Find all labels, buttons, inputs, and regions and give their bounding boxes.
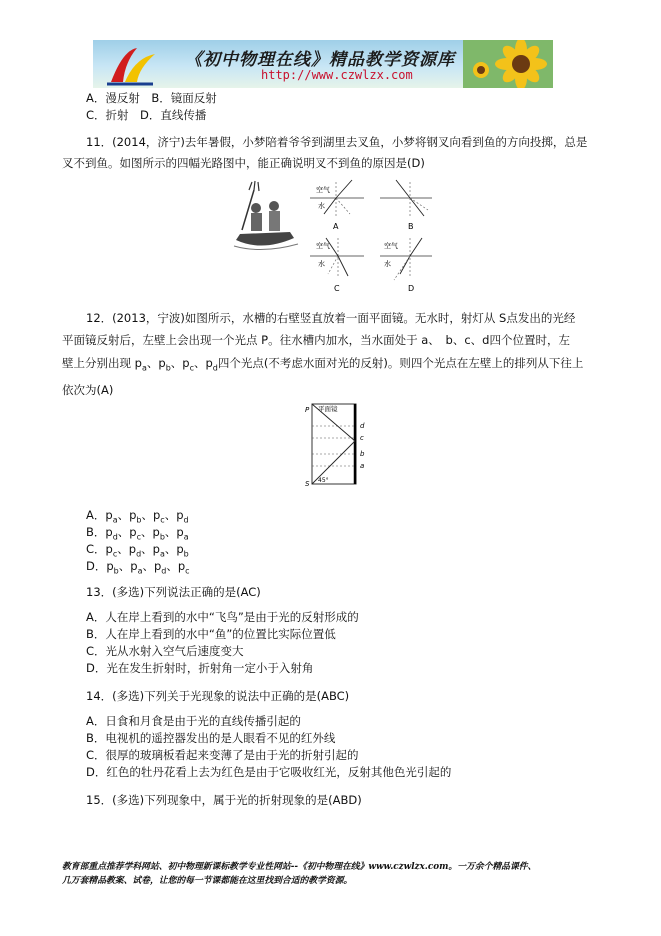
q14-option-b: B．电视机的遥控器发出的是人眼看不见的红外线 [86, 731, 336, 745]
panel-d-label: D [408, 284, 415, 293]
banner-title: 《初中物理在线》精品教学资源库 [185, 50, 455, 70]
page-footer [62, 860, 622, 888]
panel-c-air-label: 空气 [316, 242, 330, 250]
q12-option-c-letter: C． [86, 542, 106, 556]
diagram-panel-a [310, 180, 364, 231]
q12-line3-prefix: 壁上分别出现 p [62, 356, 142, 370]
q13-stem: 13．(多选)下列说法正确的是(AC) [86, 585, 261, 599]
q12-option-a-sub-4: d [183, 515, 189, 525]
q12-stem-line-4: 依次为(A) [62, 383, 114, 397]
q12-option-b: B．$p_d$、$p_c$、$p_b$、$p_a$ [86, 525, 189, 542]
q12-option-b-letter: B． [86, 525, 106, 539]
q11-stem-line-2: 叉不到鱼。如图所示的四幅光路图中，能正确说明叉不到鱼的原因是(D) [62, 156, 425, 170]
q11-stem-line-1: 11．(2014，济宁)去年暑假，小梦陪着爷爷到湖里去叉鱼，小梦将钢叉向看到鱼的方向投掷，总是 [86, 135, 588, 149]
header-banner [93, 40, 553, 88]
q12-option-d-letter: D． [86, 559, 107, 573]
diagram-panel-b [380, 180, 432, 231]
angle-label: 45° [318, 477, 329, 484]
panel-d-air-label: 空气 [384, 242, 398, 250]
q12-option-d-sub-4: c [185, 566, 190, 576]
sunflower-image [463, 40, 553, 88]
panel-c-label: C [334, 284, 340, 293]
q12-option-d-sub-3: d [161, 566, 167, 576]
q12-option-c-sub-2: d [136, 549, 142, 559]
q13-option-c: C．光从水射入空气后速度变大 [86, 644, 244, 658]
diagram-panel-d [380, 238, 432, 293]
q12-option-b-sub-2: c [136, 532, 141, 542]
panel-c-water-label: 水 [318, 260, 325, 268]
q12-stem-line-2: 平面镜反射后，左壁上会出现一个光点 P。往水槽内加水，当水面处于 a、 b、c、d四个位置时，左 [62, 333, 570, 347]
q12-option-a-letter: A． [86, 508, 106, 522]
q12-line3-sub-d: d [212, 363, 218, 373]
q12-line3-sub-b: b [165, 363, 171, 373]
q12-option-c: C．$p_c$、$p_d$、$p_a$、$p_b$ [86, 542, 189, 559]
footer-line-1: 教育部重点推荐学科网站、初中物理新课标教学专业性网站--《初中物理在线》www.czwlzx.com。一万余个精品课件、 [62, 862, 537, 872]
diagram-panel-c [310, 238, 364, 293]
site-logo [103, 44, 159, 86]
panel-a-water-label: 水 [318, 202, 325, 210]
panel-a-label: A [333, 222, 339, 231]
q13-option-a: A．人在岸上看到的水中“飞鸟”是由于光的反射形成的 [86, 610, 359, 624]
q14-option-a: A．日食和月食是由于光的直线传播引起的 [86, 714, 301, 728]
point-p-label: P [305, 406, 310, 414]
q12-option-b-sub-1: d [112, 532, 118, 542]
q10-option-line-1: A．漫反射 B．镜面反射 [86, 91, 217, 105]
q12-stem-line-1: 12．(2013，宁波)如图所示，水槽的右壁竖直放着一面平面镜。无水时，射灯从 S点发出的光经 [86, 311, 576, 325]
q12-line3-sub-c: c [189, 363, 194, 373]
q11-figure [232, 176, 432, 298]
point-s-label: S [305, 480, 310, 488]
q10-option-line-2: C．折射 D．直线传播 [86, 108, 207, 122]
mirror-label: 平面镜 [318, 405, 338, 413]
q12-option-c-sub-4: b [183, 549, 189, 559]
level-b-label: b [360, 450, 365, 458]
q12-option-c-sub-1: c [112, 549, 118, 559]
fisherman-boat-illustration [234, 181, 298, 250]
q12-option-b-sub-3: b [159, 532, 165, 542]
q12-option-a-sub-1: a [112, 515, 118, 525]
level-c-label: c [360, 434, 364, 442]
q12-line3-sub-a: a [141, 363, 147, 373]
q12-option-a-sub-2: b [136, 515, 142, 525]
level-d-label: d [360, 422, 365, 430]
q12-stem-line-3: 壁上分别出现 $p_a$、$p_b$、$p_c$、$p_d$四个光点(不考虑水面对光的反射)。则四个光点在左壁上的排列从下往上 [62, 356, 584, 373]
q12-option-b-sub-4: a [183, 532, 189, 542]
footer-line-2: 几万套精品教案、试卷，让您的每一节课都能在这里找到合适的教学资源。 [62, 876, 353, 886]
q12-line3-suffix: 四个光点(不考虑水面对光的反射)。则四个光点在左壁上的排列从下往上 [217, 356, 584, 370]
level-a-label: a [360, 462, 365, 470]
q14-option-c: C．很厚的玻璃板看起来变薄了是由于光的折射引起的 [86, 748, 359, 762]
panel-d-water-label: 水 [384, 260, 391, 268]
q15-stem: 15．(多选)下列现象中，属于光的折射现象的是(ABD) [86, 793, 362, 807]
q13-option-b: B．人在岸上看到的水中“鱼”的位置比实际位置低 [86, 627, 336, 641]
q12-option-c-sub-3: a [159, 549, 165, 559]
q12-option-d-sub-2: a [137, 566, 143, 576]
q12-option-a: A．$p_a$、$p_b$、$p_c$、$p_d$ [86, 508, 189, 525]
q13-option-d: D．光在发生折射时，折射角一定小于入射角 [86, 661, 314, 675]
q14-option-d: D．红色的牡丹花看上去为红色是由于它吸收红光，反射其他色光引起的 [86, 765, 452, 779]
banner-url[interactable]: http://www.czwlzx.com [261, 68, 413, 82]
q12-option-d-sub-1: b [113, 566, 119, 576]
panel-a-air-label: 空气 [316, 186, 330, 194]
q12-water-tank-figure [300, 398, 372, 488]
panel-b-label: B [408, 222, 414, 231]
q12-option-a-sub-3: c [160, 515, 165, 525]
q14-stem: 14．(多选)下列关于光现象的说法中正确的是(ABC) [86, 689, 350, 703]
q12-option-d: D．$p_b$、$p_a$、$p_d$、$p_c$ [86, 559, 190, 576]
